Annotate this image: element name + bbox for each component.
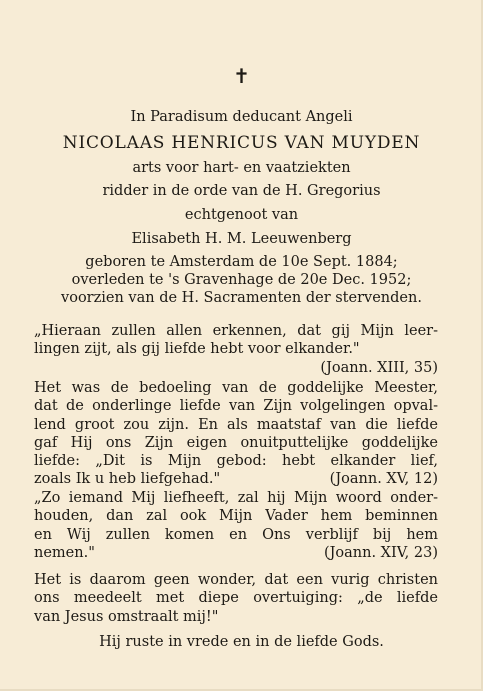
quote-2-last-line — [34, 544, 438, 562]
paragraph-2-last-line: van Jesus omstraalt mij!" — [34, 608, 219, 625]
death-line: overleden te 's Gravenhage de 20e Dec. 1952; — [71, 272, 412, 288]
cross-icon: ✝ — [233, 64, 250, 88]
paragraph-1-last-text: zoals Ik u heb liefgehad." — [34, 471, 221, 488]
paragraph-2-line: ons meedeelt met diepe overtuiging: „de liefde — [34, 590, 438, 607]
paragraph-1-line: dat de onderlinge liefde van Zijn volgelingen opval- — [34, 398, 438, 415]
paragraph-1-line: liefde: „Dit is Mijn gebod: hebt elkander lief, — [34, 453, 438, 470]
paragraph-2 — [34, 571, 438, 626]
paragraph-1-line: lend groot zou zijn. En als maatstaf van die liefde — [34, 416, 438, 433]
paragraph-1-line: gaf Hij ons Zijn eigen onuitputtelijke goddelijke — [34, 434, 438, 451]
paragraph-1-reference: (Joann. XV, 12) — [329, 471, 438, 488]
occupation: arts voor hart- en vaatziekten — [132, 160, 351, 176]
quote-1-line: „Hieraan zullen allen erkennen, dat gij Mijn leer- — [34, 323, 438, 339]
sacraments-line: voorzien van de H. Sacramenten der stervenden. — [61, 290, 422, 306]
quote-2-line: houden, dan zal ook Mijn Vader hem beminnen — [34, 508, 438, 525]
quote-2 — [34, 489, 438, 562]
quote-2-last-text: nemen." — [34, 544, 95, 561]
quote-2-line: „Zo iemand Mij liefheeft, zal hij Mijn woord onder- — [34, 490, 438, 506]
birth-line: geboren te Amsterdam de 10e Sept. 1884; — [85, 254, 398, 270]
spouse-name: Elisabeth H. M. Leeuwenberg — [131, 231, 352, 247]
quote-1-reference: (Joann. XIII, 35) — [320, 359, 438, 376]
paragraph-1 — [34, 379, 438, 489]
relation: echtgenoot van — [184, 207, 299, 223]
quote-2-reference: (Joann. XIV, 23) — [323, 544, 438, 561]
paragraph-1-last-line — [34, 470, 438, 488]
quote-2-line: en Wij zullen komen en Ons verblijf bij hem — [34, 526, 438, 543]
quote-1 — [34, 322, 438, 377]
invocation: In Paradisum deducant Angeli — [130, 109, 353, 125]
paragraph-1-line: Het was de bedoeling van de goddelijke Meester, — [34, 380, 438, 396]
quote-1-line: lingen zijt, als gij liefde hebt voor elkander." — [34, 341, 360, 358]
paragraph-2-line: Het is daarom geen wonder, dat een vurig christen — [34, 572, 438, 588]
deceased-name: NICOLAAS HENRICUS VAN MUYDEN — [62, 133, 421, 153]
honour: ridder in de orde van de H. Gregorius — [102, 183, 381, 199]
closing-line: Hij ruste in vrede en in de liefde Gods. — [99, 634, 384, 650]
